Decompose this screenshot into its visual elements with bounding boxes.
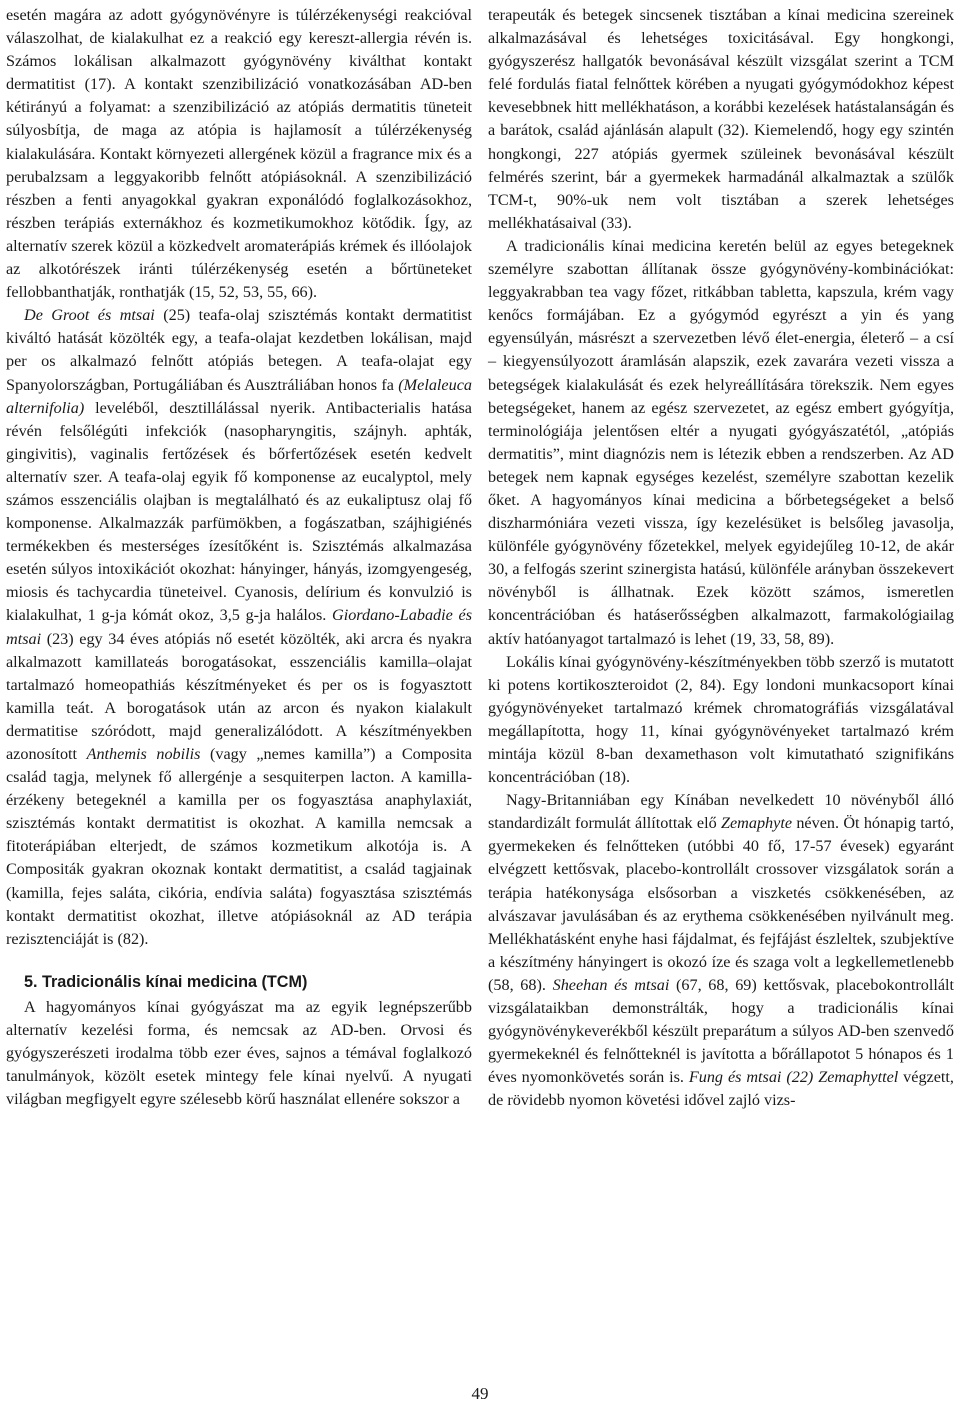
text-run: néven. Öt hónapig tartó, gyermekeken és felnőtteken (utóbbi 40 fő, 17-57 évesek) egyaránt elvégzett kettősvak, placebo-kontrollált crossover vizsgálatok során a terápia hatékonysága elsősorban a viszketés csökkenésében, az alvászavar javulásában és az erythema csökkenésében nyilvánult meg. Mellékhatásként enyhe hasi fájdalmat, és fejfájást észleltek, szubjektíve a készítmény hányingert is okozó íze és szaga volt a legkellemetlenebb (58, 68). bbox=[488, 814, 954, 994]
text-run: Nagy-Britanniában egy Kínában nevelkedett 10 növényből álló standardizált formulát állítottak elő bbox=[488, 791, 954, 833]
italic-text-run: Giordano-Labadie és mtsai bbox=[6, 606, 472, 648]
left-paragraph-1 bbox=[6, 4, 472, 304]
section-heading: 5. Tradicionális kínai medicina (TCM) bbox=[24, 972, 308, 991]
italic-text-run: De Groot és mtsai bbox=[24, 306, 155, 325]
left-column bbox=[6, 4, 472, 1111]
italic-text-run: Sheehan és mtsai bbox=[552, 975, 670, 994]
right-column bbox=[488, 4, 954, 1113]
italic-text-run: (Melaleuca alternifolia) bbox=[6, 375, 472, 417]
text-run: Lokális kínai gyógynövény-készítményekben több szerző is mutatott ki potens kortikoszteroidot (2, 84). Egy londoni munkacsoport kínai gyógynövényeket tartalmazó krémek chromatográfiás vizsgálatával megállapította, hogy 11, kínai gyógynövényeket tartalmazó krém mintája közül 8-ban dexamethason volt kimutatható szignifikáns koncentrációban (18). bbox=[488, 652, 954, 787]
left-paragraph-2 bbox=[6, 304, 472, 951]
right-paragraph-2 bbox=[488, 235, 954, 651]
page-number: 49 bbox=[471, 1384, 489, 1403]
text-run: terapeuták és betegek sincsenek tisztában a kínai medicina szereinek alkalmazásával és lehetséges toxicitásával. Egy hongkongi, gyógyszerész hallgatók bevonásával készült vizsgálat szerint a TCM felé fordulás fiatal felnőttek körében a nyugati gyógymódokhoz képest kevesebbnek hitt mellékhatáson, a korábbi kezelések hatástalanságán és a barátok, család ajánlásán alapult (32). Kiemelendő, hogy egy szintén hongkongi, 227 atópiás gyermek szüleinek bevonásával készült felmérés szerint, bár a gyermekek harmadánál alkalmaztak a szülők TCM-t, 90%-uk nem volt tisztában a szerek lehetséges mellékhatásaival (33). bbox=[488, 6, 954, 232]
right-paragraph-3 bbox=[488, 651, 954, 790]
italic-text-run: Anthemis nobilis bbox=[86, 745, 201, 763]
left-paragraph-3 bbox=[6, 996, 472, 1111]
text-run: végzett, de rövidebb nyomon követési idővel zajló vizs- bbox=[488, 1068, 954, 1110]
text-run: A hagyományos kínai gyógyászat ma az egyik legnépszerűbb alternatív kezelési forma, és nemcsak az AD-ben. Orvosi és gyógyszerészeti irodalma több ezer éves, sajnos a témával foglalkozó tanulmányok, közölt esetek mintegy fele kínai nyelvű. A nyugati világban megfigyelt egyre szélesebb körű használat ellenére sokszor a bbox=[6, 997, 472, 1109]
text-run: leveléből, desztillálással nyerik. Antibacterialis hatása révén felsőlégúti infekciók (nasopharyngitis, szájnyh. aphták, gingivitis), vaginalis fertőzések és bőrfertőzések esetén kedvelt alternatív szer. A teafa-olaj egyik fő komponense az eucalyptol, mely számos esszenciális olajban is megtalálható és az eukaliptusz olaj fő komponense. Alkalmazzák parfümökben, a fogászatban, szájhigiénés termékekben és mesterséges ízesítőként is. Szisztémás alkalmazása esetén súlyos intoxikációt okozhat: hányinger, hányás, izomgyengeség, miosis és tachycardia tüneteivel. Cyanosis, delírium és konvulzió is kialakulhat, 1 g-ja kómát okoz, 3,5 g-ja halálos. bbox=[6, 398, 472, 625]
text-run: (25) teafa-olaj szisztémás kontakt dermatitist kiváltó hatását közölték egy, a teafa-olajat kezdetben lokálisan, majd per os alkalmazó felnőtt atópiás betegen. A teafa-olajat egy Spanyolországban, Portugáliában és Ausztráliában honos fa bbox=[6, 306, 473, 394]
text-run: (vagy „nemes kamilla”) a Composita család tagja, melynek fő allergénje a sesquiterpen lacton. A kamilla-érzékeny betegeknél a kamilla per os fogyasztása anaphylaxiát, szisztémás kontakt dermatitist is okozhat. A kamilla nemcsak a fitoterápiában elterjedt, de számos kozmetikum alkotója is. A Compositák gyakran okoznak kontakt dermatitist, a család tagjainak (kamilla, fejes saláta, cikória, endívia saláta) fogyasztása szisztémás kontakt dermatitist okozhat, illetve atópiásoknál az AD terápia rezisztenciáját is (82). bbox=[6, 745, 472, 948]
italic-text-run: Zemaphyte bbox=[720, 814, 793, 833]
right-paragraph-1 bbox=[488, 4, 954, 235]
right-paragraph-4 bbox=[488, 789, 954, 1112]
text-run: esetén magára az adott gyógynövényre is túlérzékenységi reakcióval válaszolhat, de kialakulhat ez a reakció egy kereszt-allergia révén is. Számos lokálisan alkalmazott gyógynövény kiválthat kontakt dermatitist (17). A kontakt szenzibilizáció vonatkozásában AD-ben kétirányú a folyamat: a szenzibilizáció az atópiás dermatitis tüneteit súlyosbítja, de maga az atópia is hajlamosít a túlérzékenység kialakulására. Kontakt környezeti allergének közül a fragrance mix és a perubalzsam a leggyakoribb felnőtt atópiásoknál. A szenzibilizáció részben a fenti anyagokkal gyakran exponálódó foglalkozásokhoz, részben terápiás externákhoz és kozmetikumokhoz kötődik. Így, az alternatív szerek közül a közkedvelt aromaterápiás krémek és illóolajok az alkotórészek iránti túlérzékenység esetén a bőrtüneteket fellobbanthatják, ronthatják (15, 52, 53, 55, 66). bbox=[6, 6, 472, 302]
text-run: (23) egy 34 éves atópiás nő esetét közölték, aki arcra és nyakra alkalmazott kamillateás borogatásokat, esszenciális kamilla–olajat tartalmazó homeopathiás készítményeket és per os is fogyasztott kamilla teát. A borogatások után az arcon és nyakon kialakult dermatitise szóródott, majd generalizálódott. A készítményekben azonosított bbox=[6, 629, 472, 763]
text-run: A tradicionális kínai medicina keretén belül az egyes betegeknek személyre szabottan állítanak össze gyógynövény-kombinációkat: leggyakrabban tea vagy főzet, ritkábban tabletta, kapszula, krém vagy kenőcs formájában. Ez a gyógymód egyrészt a yin és yang egyensúlyán, másrészt a szervezetben lévő élet-energia, életerő – a csí – kiegyensúlyozott áramlásán alapszik, ezek zavarára vezeti vissza a betegségek kialakulását és ezek helyreállítására törekszik. Nem egyes betegségeket, hanem az egész szervezetet, az egész embert gyógyítja, terminológiája jelentősen eltér a nyugati gyógyászatétól, „atópiás dermatitis”, mint diagnózis nem is létezik ebben a rendszerben. Az AD betegek nem kapnak egységes kezelést, személyre szabottan kezelik őket. A hagyományos kínai medicina a bőrbetegségeket a belső diszharmóniára vezeti vissza, így kezelésüket is belsőleg javasolja, különféle gyógynövény főzetekkel, melyek egyidejűleg 10-12, de akár 30, a felfogás szerint szinergista hatású, különféle arányban összekevert növényből is állhatnak. Ezek között számos, ismeretlen koncentrációban és hatáserősségben alkalmazott, farmakológiailag aktív hatóanyagot tartalmazó is lehet (19, 33, 58, 89). bbox=[488, 236, 954, 648]
italic-text-run: Fung és mtsai (22) Zemaphyttel bbox=[688, 1068, 899, 1087]
text-run: (67, 68, 69) kettősvak, placebokontrollált vizsgálataikban demonstrálták, hogy a tradicionális kínai gyógynövénykeverékből készült preparátum a súlyos AD-ben szenvedő gyermekeknél és felnőtteknél is javította a bőrállapotot 5 hónapos és 1 éves nyomonkövetés során is. bbox=[488, 975, 954, 1087]
